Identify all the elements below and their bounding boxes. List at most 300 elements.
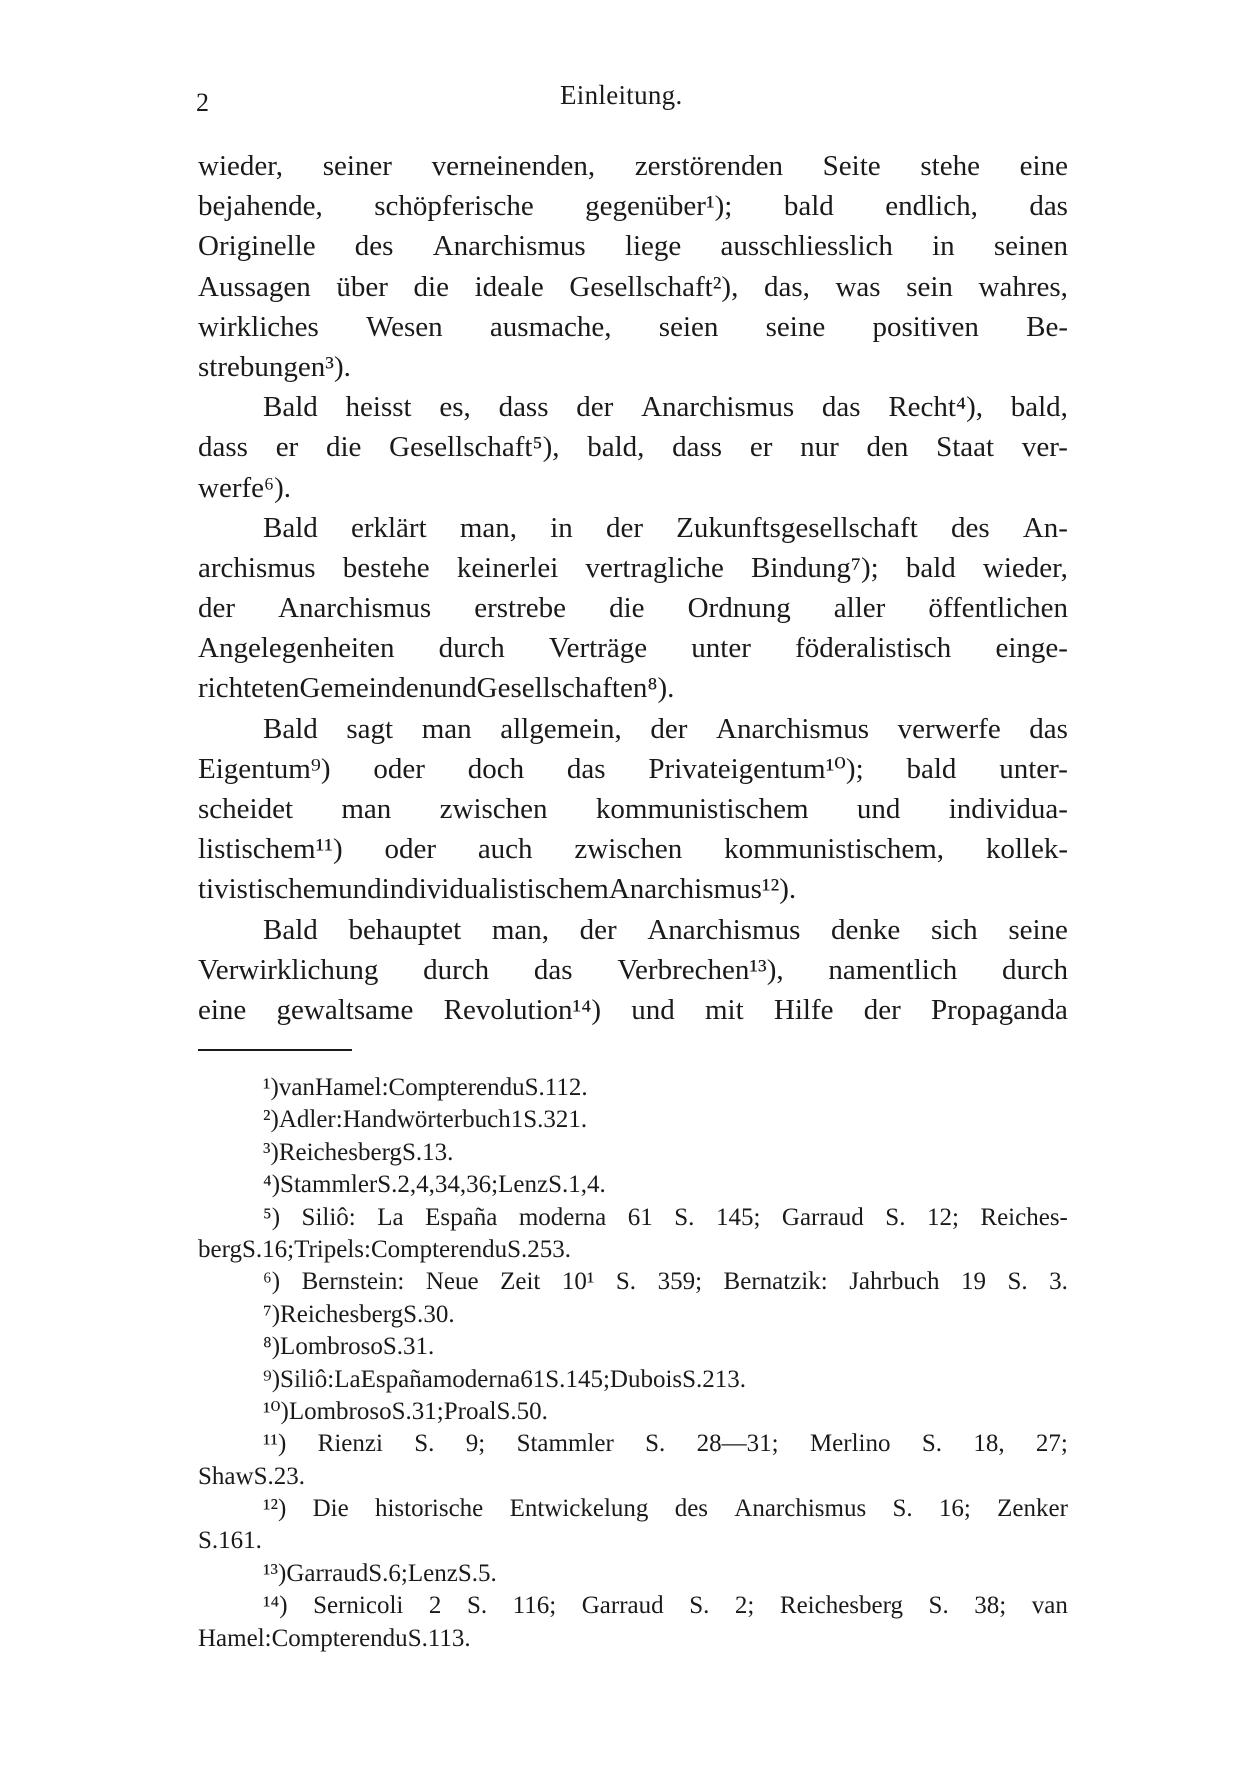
body-word: kommunistischem,	[724, 833, 945, 866]
footnote-word: 321.	[543, 1106, 588, 1134]
body-word: ver-	[1021, 431, 1068, 464]
body-word: seien	[658, 310, 719, 343]
body-line	[198, 628, 1068, 668]
footnote-word: des	[674, 1495, 709, 1523]
body-line	[198, 829, 1068, 869]
body-word: man	[341, 793, 392, 825]
footnote-word: Handwörterbuch	[342, 1106, 511, 1134]
footnote-word: Compte	[388, 1074, 468, 1101]
footnote-word: S.	[368, 1559, 389, 1587]
footnote-word: Zeit	[500, 1268, 541, 1296]
footnote-word: S.	[1007, 1268, 1028, 1296]
footnote-word: 112.	[544, 1074, 588, 1101]
footnote-word: S.	[507, 1235, 528, 1263]
footnote-line	[198, 1137, 1068, 1169]
footnote-word: rendu	[467, 1074, 525, 1101]
body-word: der	[579, 913, 617, 946]
body-word: wieder,	[982, 551, 1068, 584]
footnote-line	[198, 1072, 1068, 1104]
body-word: doch	[467, 752, 525, 785]
footnote-word: Garraud	[781, 1203, 864, 1231]
footnote-word: 12;	[926, 1203, 959, 1231]
body-word: Bald	[263, 913, 318, 946]
body-word: endlich,	[885, 190, 978, 223]
body-word: bald	[905, 551, 956, 584]
footnote-word: 10¹	[561, 1268, 595, 1296]
footnote-word: S.	[928, 1592, 949, 1620]
body-word: archismus	[198, 551, 316, 584]
body-word: eine	[198, 993, 247, 1026]
body-word: Be-	[1026, 310, 1068, 343]
body-word: Zukunftsgesellschaft	[676, 511, 918, 544]
footnote-word: 16;	[262, 1235, 295, 1263]
body-word: das	[566, 752, 606, 785]
footnote-line	[198, 1428, 1068, 1460]
footnote-word: Tripels:	[294, 1235, 371, 1263]
body-word: Ordnung	[687, 592, 791, 625]
footnote-word: Dubois	[609, 1365, 683, 1393]
body-word: und	[433, 672, 477, 705]
body-word: erstrebe	[474, 592, 566, 625]
body-word: liege	[624, 230, 682, 263]
footnote-word: S.	[407, 1624, 428, 1652]
body-word: werfe⁶).	[198, 471, 292, 504]
footnote-word: 9;	[465, 1430, 486, 1458]
footnote-word: 18,	[973, 1430, 1005, 1458]
body-word: Anarchismus	[716, 712, 870, 745]
body-word: der	[576, 391, 614, 424]
body-word: zerstörenden	[634, 150, 783, 182]
body-word: des	[950, 511, 990, 544]
body-word: erklärt	[350, 511, 427, 544]
body-word: positiven	[872, 310, 979, 343]
footnote-word: S.	[382, 1333, 403, 1361]
footnote-word: Siliô:	[301, 1203, 356, 1231]
body-word: aller	[833, 592, 886, 625]
body-word: bestehe	[342, 551, 430, 584]
body-word: seinen	[993, 230, 1068, 263]
body-word: namentlich	[828, 953, 958, 986]
body-word: ).	[657, 672, 675, 705]
body-word: sich	[930, 913, 978, 946]
footnote-word: 13.	[422, 1138, 454, 1166]
body-word: Originelle	[198, 230, 316, 263]
body-word: wahres,	[978, 270, 1068, 303]
footnote-word: S.	[921, 1430, 942, 1458]
footnote-word: Neue	[425, 1268, 479, 1296]
footnote-word: 113.	[427, 1624, 471, 1652]
body-word: die	[325, 431, 362, 464]
footnote-word: Anarchismus	[734, 1495, 867, 1523]
body-line	[198, 789, 1068, 829]
body-line	[198, 709, 1068, 749]
body-word: kollek-	[985, 833, 1068, 866]
body-word: richteten	[198, 672, 300, 705]
body-word: Staat	[936, 431, 995, 464]
footnote-line	[198, 1331, 1068, 1363]
footnote-word: berg	[198, 1235, 242, 1263]
footnote-word: España	[425, 1203, 498, 1231]
body-line	[198, 990, 1068, 1030]
footnote-word: 5.	[477, 1559, 497, 1587]
footnote-word: La	[334, 1365, 361, 1393]
body-word: An-	[1022, 511, 1068, 544]
footnote-line	[198, 1623, 1068, 1655]
body-word: Gesellschaften⁸	[476, 672, 658, 705]
footnote-word: S.	[414, 1430, 435, 1458]
footnote-line	[198, 1558, 1068, 1590]
body-word: seine	[1008, 913, 1068, 946]
footnote-line	[198, 1525, 1068, 1557]
body-word: strebungen³).	[198, 350, 351, 383]
footnote-word: Stammler	[516, 1430, 614, 1458]
footnote-word: ⁹)	[263, 1365, 281, 1393]
body-word: man,	[491, 913, 550, 946]
footnote-line	[198, 1396, 1068, 1428]
body-word: bald	[906, 752, 957, 785]
page-number: 2	[196, 88, 209, 117]
body-line	[198, 186, 1068, 226]
footnote-word: ⁶)	[263, 1268, 281, 1296]
body-word: vertragliche	[585, 551, 724, 584]
running-head: Einleitung.	[560, 80, 683, 110]
body-word: individualistischem	[381, 873, 609, 906]
footnote-word: ⁷)	[263, 1300, 281, 1328]
footnote-word: van	[1031, 1592, 1068, 1620]
body-word: seiner	[322, 150, 392, 182]
footnote-line	[198, 1202, 1068, 1234]
body-word: behauptet	[348, 913, 462, 946]
footnotes	[198, 1072, 1068, 1655]
body-word: Bald	[263, 712, 318, 745]
body-line	[198, 387, 1068, 427]
footnote-line	[198, 1266, 1068, 1298]
footnote-word: Merlino	[809, 1430, 891, 1458]
body-word: Anarchismus	[432, 230, 586, 263]
footnote-word: 31;	[411, 1397, 444, 1425]
body-word: heisst	[345, 391, 412, 424]
footnote-word: 253.	[527, 1235, 571, 1263]
footnote-word: ³)	[263, 1138, 279, 1166]
footnote-word: Rienzi	[317, 1430, 383, 1458]
footnote-word: 2	[428, 1592, 442, 1620]
body-word: wirkliches	[198, 310, 319, 343]
body-word: unter-	[999, 752, 1068, 785]
body-word: über	[336, 270, 388, 303]
body-word: der	[605, 511, 643, 544]
body-word: listischem¹¹)	[198, 833, 343, 866]
body-word: bald,	[587, 431, 645, 464]
footnote-word: Reichesberg	[280, 1300, 404, 1328]
footnote-word: 30.	[423, 1300, 455, 1328]
footnote-word: S.	[524, 1074, 545, 1101]
footnote-word: 4.	[587, 1171, 606, 1199]
footnote-line	[198, 1493, 1068, 1525]
body-word: Propaganda	[931, 993, 1068, 1026]
footnote-word: 161.	[218, 1527, 262, 1555]
footnote-word: Die	[312, 1495, 349, 1523]
footnote-word: 116;	[512, 1592, 557, 1620]
footnote-line	[198, 1104, 1068, 1136]
footnote-line	[198, 1590, 1068, 1622]
footnote-word: Sernicoli	[313, 1592, 404, 1620]
body-word: bejahende,	[198, 190, 323, 223]
body-word: unter	[691, 632, 751, 665]
footnote-word: ⁵)	[263, 1203, 281, 1231]
footnote-word: S.	[391, 1397, 412, 1425]
body-word: Anarchismus¹²).	[608, 873, 797, 906]
body-word: Bald	[263, 511, 318, 544]
footnote-word: Reichesberg	[278, 1138, 402, 1166]
footnote-word: Entwickelung	[509, 1495, 649, 1523]
body-word: gewaltsame	[276, 993, 414, 1026]
footnote-word: 1	[510, 1106, 524, 1134]
body-word: Eigentum⁹)	[198, 752, 331, 785]
body-word: Anarchismus	[647, 913, 801, 946]
body-word: Verträge	[548, 632, 648, 665]
footnote-word: Compte	[370, 1235, 451, 1263]
body-word: seine	[765, 310, 826, 343]
footnote-word: S.	[457, 1559, 478, 1587]
footnote-word: Reichesberg	[779, 1592, 903, 1620]
body-word: tivistischem	[198, 873, 339, 906]
footnote-word: S.	[253, 1462, 274, 1490]
body-word: oder	[373, 752, 425, 785]
body-word: ausmache,	[489, 310, 612, 343]
footnote-word: historische	[374, 1495, 484, 1523]
footnote-word: 31.	[402, 1333, 435, 1361]
body-word: ideale	[474, 270, 544, 303]
body-word: Gemeinden	[299, 672, 434, 705]
body-line	[198, 146, 1068, 186]
footnote-word: 19	[960, 1268, 986, 1296]
footnote-word: ¹³)	[263, 1559, 287, 1587]
body-word: durch	[423, 953, 490, 986]
body-line	[198, 668, 1068, 708]
footnote-word: S.	[885, 1203, 906, 1231]
body-line	[198, 508, 1068, 548]
body-word: er	[275, 431, 299, 464]
body-word: föderalistisch	[795, 632, 952, 665]
footnote-word: S.	[496, 1397, 517, 1425]
body-word: man	[421, 712, 472, 745]
footnote-word: rendu	[350, 1624, 408, 1652]
body-word: in	[932, 230, 955, 263]
footnote-word: 27;	[1035, 1430, 1068, 1458]
body-word: durch	[438, 632, 505, 665]
body-word: Verbrechen¹³),	[617, 953, 784, 986]
footnote-word: Garraud	[581, 1592, 664, 1620]
body-line	[198, 749, 1068, 789]
body-word: bald	[783, 190, 834, 223]
footnote-word: 38;	[974, 1592, 1007, 1620]
body-word: ausschliesslich	[720, 230, 893, 263]
footnote-word: 2,	[397, 1171, 417, 1199]
footnote-word: Lombroso	[288, 1397, 392, 1425]
footnote-line	[198, 1169, 1068, 1201]
footnote-word: moderna	[432, 1365, 521, 1393]
footnote-word: España	[360, 1365, 433, 1393]
body-word: Bald	[263, 391, 318, 424]
body-word: kommunistischem	[595, 793, 809, 825]
footnote-word: 61	[520, 1365, 546, 1393]
body-line	[198, 950, 1068, 990]
footnote-word: 359;	[657, 1268, 703, 1296]
body-word: gegenüber¹);	[585, 190, 733, 223]
footnote-word: ¹)	[263, 1074, 279, 1101]
footnote-word: S.	[682, 1365, 703, 1393]
body-word: scheidet	[198, 793, 294, 825]
body-word: einge-	[995, 632, 1068, 665]
body-word: das	[533, 953, 573, 986]
footnote-word: Lombroso	[280, 1333, 383, 1361]
body-word: Wesen	[366, 310, 443, 343]
footnote-word: rendu	[450, 1235, 508, 1263]
body-word: Angelegenheiten	[198, 632, 395, 665]
body-word: wieder,	[198, 150, 283, 182]
footnote-word: Garraud	[286, 1559, 369, 1587]
body-word: Gesellschaft²),	[569, 270, 739, 303]
footnote-word: Compte	[271, 1624, 351, 1652]
footnote-word: 1,	[568, 1171, 587, 1199]
footnote-word: 61	[627, 1203, 653, 1231]
body-word: auch	[477, 833, 533, 866]
footnote-word: ¹²)	[263, 1495, 287, 1523]
body-word: das	[821, 391, 861, 424]
body-word: Seite	[822, 150, 881, 182]
footnote-word: S.	[548, 1171, 569, 1199]
footnote-word: ¹¹)	[263, 1430, 287, 1458]
footnote-word: S.	[466, 1592, 488, 1620]
footnote-word: Bernstein:	[301, 1268, 405, 1296]
body-word: was	[835, 270, 881, 303]
footnote-word: 213.	[702, 1365, 747, 1393]
footnote-line	[198, 1364, 1068, 1396]
footnote-word: 16;	[938, 1495, 971, 1523]
footnote-word: S.	[615, 1268, 637, 1296]
body-word: Anarchismus	[278, 592, 432, 625]
body-word: oder	[384, 833, 436, 866]
body-line	[198, 588, 1068, 628]
body-word: eine	[1019, 150, 1068, 182]
footnote-word: Hamel:	[198, 1624, 272, 1652]
footnote-word: 23.	[273, 1462, 305, 1490]
body-word: Verwirklichung	[198, 953, 379, 986]
footnote-word: ²)	[263, 1106, 279, 1134]
body-line	[198, 427, 1068, 467]
footnote-word: 34,	[434, 1171, 467, 1199]
body-line	[198, 869, 1068, 909]
footnote-word: S.	[241, 1235, 263, 1263]
footnote-word: Hamel:	[314, 1074, 389, 1101]
footnote-word: Bernatzik:	[723, 1268, 828, 1296]
footnote-word: S.	[645, 1430, 666, 1458]
body-word: Anarchismus	[641, 391, 795, 424]
body-word: und	[856, 793, 901, 825]
footnote-word: 28—31;	[696, 1430, 779, 1458]
footnote-word: ¹⁴)	[263, 1592, 288, 1620]
body-line	[198, 267, 1068, 307]
body-word: sagt	[346, 712, 394, 745]
body-word: Aussagen	[198, 270, 311, 303]
footnote-word: van	[278, 1074, 315, 1101]
body-word: allgemein,	[500, 712, 622, 745]
footnote-word: 145;	[715, 1203, 761, 1231]
footnote-word: 50.	[516, 1397, 548, 1425]
footnote-word: S.	[403, 1300, 424, 1328]
body-line	[198, 468, 1068, 508]
footnote-word: moderna	[518, 1203, 607, 1231]
body-word: dass	[672, 431, 723, 464]
body-word: dass	[498, 391, 549, 424]
body-word: es,	[439, 391, 471, 424]
footnote-word: S.	[545, 1365, 566, 1393]
body-word: das	[1029, 712, 1068, 745]
footnote-word: Shaw	[198, 1462, 254, 1490]
footnote-word: 36;	[466, 1171, 499, 1199]
footnote-word: S.	[523, 1106, 544, 1134]
body-word: den	[866, 431, 909, 464]
body-word: bald,	[1010, 391, 1068, 424]
body-word: er	[749, 431, 773, 464]
body-word: mit	[705, 993, 744, 1026]
footnote-line	[198, 1299, 1068, 1331]
body-word: stehe	[920, 150, 980, 182]
footnote-word: Lenz	[407, 1559, 458, 1587]
body-word: individua-	[948, 793, 1068, 825]
footnote-word: S.	[377, 1171, 398, 1199]
body-line	[198, 548, 1068, 588]
body-word: Revolution¹⁴)	[443, 993, 602, 1026]
footnote-separator	[198, 1049, 352, 1051]
footnote-word: S.	[892, 1495, 913, 1523]
body-word: dass	[198, 431, 248, 464]
body-line	[198, 347, 1068, 387]
footnote-word: Proal	[443, 1397, 497, 1425]
footnote-word: Jahrbuch	[849, 1268, 940, 1296]
body-word: durch	[1001, 953, 1068, 986]
body-word: nur	[800, 431, 839, 464]
footnote-word: ⁸)	[263, 1333, 281, 1361]
body-word: keinerlei	[456, 551, 559, 584]
footnote-line	[198, 1461, 1068, 1493]
footnote-word: Lenz	[498, 1171, 549, 1199]
body-word: der	[198, 592, 236, 625]
body-word: des	[354, 230, 394, 263]
body-line	[198, 226, 1068, 266]
footnote-word: ¹⁰)	[263, 1397, 289, 1425]
body-word: zwischen	[574, 833, 683, 866]
body-word: Privateigentum¹⁰);	[648, 752, 864, 785]
body-word: öffentlichen	[928, 592, 1068, 625]
body-word: der	[863, 993, 901, 1026]
footnote-word: 2;	[734, 1592, 755, 1620]
footnote-word: S.	[198, 1527, 219, 1555]
footnote-word: ⁴)	[263, 1171, 281, 1199]
body-line	[198, 307, 1068, 347]
footnote-word: Stammler	[280, 1171, 378, 1199]
footnote-word: S.	[689, 1592, 710, 1620]
footnote-word: Adler:	[278, 1106, 343, 1134]
body-word: schöpferische	[374, 190, 534, 223]
body-word: man,	[459, 511, 518, 544]
footnote-line	[198, 1234, 1068, 1266]
body-word: sein	[906, 270, 953, 303]
body-word: das	[1029, 190, 1068, 223]
body-word: Hilfe	[773, 993, 834, 1026]
body-word: das,	[763, 270, 810, 303]
footnote-word: Reiches-	[980, 1203, 1068, 1231]
